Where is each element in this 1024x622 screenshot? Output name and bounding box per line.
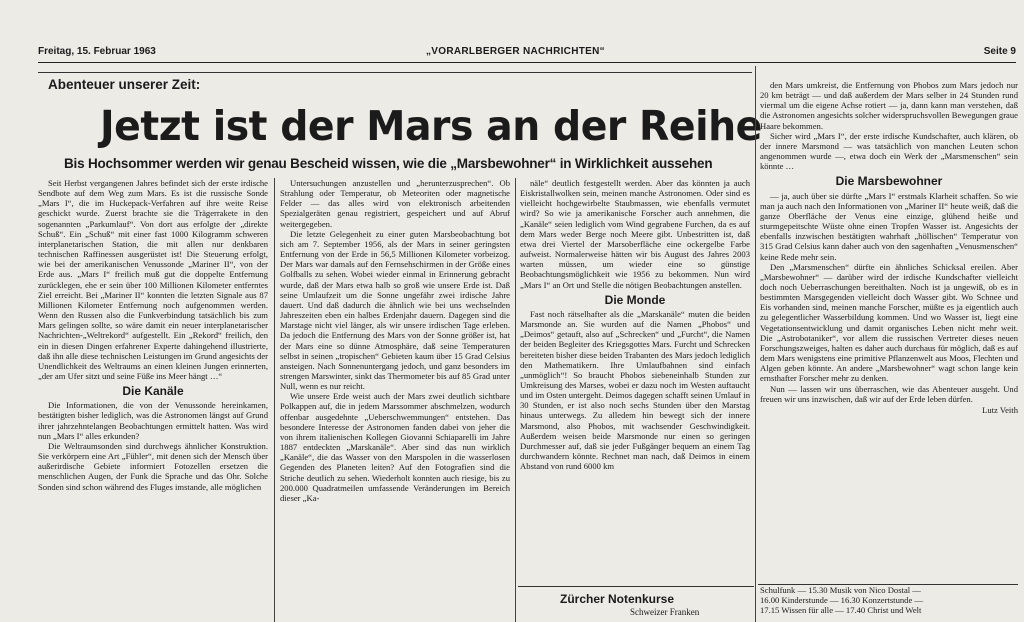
radio-line: Schulfunk — 15.30 Musik von Nico Dostal — <box>760 585 921 595</box>
zurich-rates-subtitle: Schweizer Franken <box>630 607 700 617</box>
article-column-3 <box>520 178 750 588</box>
paragraph: Den „Marsmenschen“ dürfte ein ähnliches Schicksal ereilen. Aber „Marsbewohner“ — darüber wird der irdische Kundschafter vielleicht doch noch Ueberraschungen bereithalten. Noch ist ja ungewiß, ob es in bestimmten Marsgegenden vielleicht doch Wasser gibt. Wo Schnee und Eis vorhanden sind, meinen manche Forscher, müßte es ja eigentlich auch zu gelegentlicher Wasserbildung kommen. Und wo Wasser ist, liegt eine Vegetationsentwicklung und damit organisches Leben nicht mehr weit. Die „Astrobotaniker“, vor allem die russischen Vertreter dieses neuen Forschungszweiges, halten es daher auch durchaus für möglich, daß es auf dem Mars wenigstens eine primitive Pflanzenwelt aus Moos, Flechten und Algen geben könnte. An andere „Marsbewohner“ wagt schon lange kein ernsthafter Forscher mehr zu denken. <box>760 261 1018 384</box>
paragraph: — ja, auch über sie dürfte „Mars I“ erstmals Klarheit schaffen. So wie man ja auch nach den Informationen von „Mariner II“ heute weiß, daß die ganze Oberfläche der Venus eine einzige, glühend heiße und sturmgepeitschte Wüste ohne einen Tropfen Wasser ist. Angesichts der ebenfalls inzwischen bestätigten wahrhaft „höllischen“ Temperatur von 315 Grad Celsius kann daher auch von den sagenhaften „Venusmenschen“ keine Rede mehr sein. <box>760 190 1018 262</box>
radio-listing <box>760 585 1018 622</box>
column-divider <box>274 178 275 622</box>
author-byline: Lutz Veith <box>982 404 1018 415</box>
article-column-4 <box>760 80 1018 590</box>
paragraph: Seit Herbst vergangenen Jahres befindet sich der erste irdische Sendbote auf dem Weg zum Mars. Es ist die russische Sonde „Mars I“, die im Huckepack-Verfahren auf ihre weite Reise geschickt wurde. Zuerst brachte sie die Trägerrakete in den sogenannten „Parkumlauf“. Von dort aus erfolgte der „direkte Schuß“. Ein „Schuß“ mit einer fast 1000 Kilogramm schweren interplanetarischen Station, die mit allen nur denkbaren technischen Raffinessen ausgerüstet ist! Die Steuerung erfolgt, wie bei der amerikanischen Venussonde „Mariner II“, von der Erde aus. „Mars I“ freilich muß gut die doppelte Entfernung zurücklegen, ehe er sein über 100 Millionen Kilometer entferntes Ziel erreicht. Bei „Mariner II“ konnten die letzten Signale aus 87 Millionen Kilometer Entfernung noch aufgenommen werden. Wenn den Russen also die Funkverbindung tatsächlich bis zum Mars gelingen sollte, so wäre damit ein neuer interplanetarischer Nachrichten-„Weltrekord“ aufgestellt. Ein „Rekord“ freilich, den ein in diesen Dingen erfahrener Experte dahingehend illustrierte, daß ihn alle diese technischen Leistungen im Grund angesichts der Unendlichkeit des Weltraums an einen kleinen Jungen erinnerten, „der am Ufer sitzt und seine Füße ins Meer hängt …“ <box>38 178 268 381</box>
issue-date: Freitag, 15. Februar 1963 <box>38 46 156 57</box>
paragraph: Nun — lassen wir uns überraschen, wie das Abenteuer ausgeht. Und freuen wir uns inzwischen, daß wir auf der Erde leben dürfen. <box>760 383 1018 404</box>
section-heading: Die Kanäle <box>122 384 184 399</box>
column-divider <box>515 178 516 622</box>
paragraph: Die letzte Gelegenheit zu einer guten Marsbeobachtung bot sich am 7. September 1956, als der Mars in seiner geringsten Entfernung von der Erde in 56,5 Millionen Kilometer vorbeizog. Der Mars war damals auf den Fernsehschirmen in der Größe eines Golfballs zu sehen. Wobei wieder einmal in Erinnerung gebracht wurde, daß der Mars etwa halb so groß wie unsere Erde ist. Daß seine Umlaufzeit um die Sonne ungefähr zwei irdische Jahre dauert. Und daß dadurch die ähnlich wie bei uns wechselnden Jahreszeiten eben ein halbes Erdenjahr dauern. Dagegen sind die Marstage nicht viel länger, als wir unsere irdischen Tage erleben. Da jedoch die Entfernung des Mars von der Sonne größer ist, hat der Mars eine so dünne Atmosphäre, daß seine Temperaturen selbst in seinen „tropischen“ Gebieten kaum über 15 Grad Celsius ansteigen. Nach Sonnenuntergang jedoch, und ganz besonders im strengen Marswinter, sinkt das Thermometer bis auf 85 Grad unter Null, wenn es nur reicht. <box>280 228 510 392</box>
radio-line: 16.00 Kinderstunde — 16.30 Konzertstunde — <box>760 595 924 606</box>
section-heading: Die Marsbewohner <box>835 174 943 189</box>
paragraph: den Mars umkreist, die Entfernung von Phobos zum Mars jedoch nur 20 km beträgt — und daß außerdem der Mars selber in 24 Stunden rund viermal um die eigene Achse rotiert — ja, dann kann man verstehen, daß die Astronomen angesichts solcher widerspruchsvollen Bewegungen graue Haare bekommen. <box>760 80 1018 131</box>
article-subhead: Bis Hochsommer werden wir genau Bescheid wissen, wie die „Marsbewohner“ in Wirklichkeit aussehen <box>64 156 713 171</box>
column-divider <box>755 66 756 622</box>
article-bottom-rule <box>518 586 754 587</box>
newspaper-name: „VORARLBERGER NACHRICHTEN“ <box>426 46 605 57</box>
article-column-1 <box>38 178 268 622</box>
page-number: Seite 9 <box>983 46 1016 57</box>
radio-line: 17.15 Wissen für alle — 17.40 Christ und Welt <box>760 605 922 616</box>
article-column-2 <box>280 178 510 622</box>
article-kicker: Abenteuer unserer Zeit: <box>48 77 201 92</box>
article-headline: Jetzt ist der Mars an der Reihe <box>100 102 762 150</box>
paragraph: Untersuchungen anzustellen und „herunterzusprechen“. Ob Strahlung oder Temperatur, ob Meteoriten oder magnetische Felder — das alles wird von elektronisch arbeitenden Spezialgeräten genau registriert, gespeichert und auf Abruf weitergegeben. <box>280 178 510 229</box>
paragraph: Fast noch rätselhafter als die „Marskanäle“ muten die beiden Marsmonde an. Sie wurden auf die Namen „Phobos“ und „Deimos“ getauft, also auf „Schrecken“ und „Furcht“, die Namen der beiden Begleiter des Kriegsgottes Mars. Furcht und Schrecken bereiteten bisher diese beiden Trabanten des Mars jedoch lediglich den Mathematikern. Ihre Umlaufbahnen sind einfach „unmöglich“! So braucht Phobos siebeneinhalb Stunden zur Umkreisung des Marses, wobei er dazu noch im Westen auftaucht und im Osten untergeht. Deimos dagegen schafft seinen Umlauf in 30 Stunden, er ist also noch sechs Stunden über den Marstag hinaus unterwegs. Zu alledem hin bewegt sich der innere Marsmond, also Phobos, mit wachsender Geschwindigkeit. Außerdem weisen beide Marsmonde nur einen so geringen Durchmesser auf, daß sie jeder Fußgänger bequem an einem Tag durchwandern könnte. Rechnet man nach, daß Deimos in einem Abstand von rund 6000 km <box>520 308 750 472</box>
section-heading: Die Monde <box>604 292 666 307</box>
article-top-rule <box>38 72 752 73</box>
paragraph: näle“ deutlich festgestellt werden. Aber das könnten ja auch Eiskristallwolken sein, meinen manche Astronomen. Oder sind es vielleicht hochgewirbelte Staubmassen, wie ebenfalls vermutet wird? So wie ja amerikanische Forscher auch annehmen, die „Kanäle“ seien lediglich vom Wind gegrabene Furchen, da es auf dem Mars weder Berge noch Meere gibt. Unbestritten ist, daß etwa drei Viertel der Marsoberfläche eine ockergelbe Farbe aufweist. Normalerweise hätten wir bis August des Jahres 2003 warten müssen, um wieder eine so günstige Beobachtungsmöglichkeit wie 1956 zu bekommen. Nun wird „Mars I“ an Ort und Stelle die nötigen Beobachtungen anstellen. <box>520 178 750 290</box>
masthead <box>38 46 1016 62</box>
zurich-rates-title: Zürcher Notenkurse <box>560 592 675 606</box>
paragraph: Die Weltraumsonden sind durchwegs ähnlicher Konstruktion. Sie verkörpern eine Art „Fühler“, mit denen sich der Mensch über außerirdische Gebiete informiert Fotozellen ersetzen die menschlichen Augen, der Funk die Sprache und das Ohr. Solche Sonden sind schon während des Fluges imstande, alle möglichen <box>38 440 268 492</box>
masthead-rule <box>38 62 1016 63</box>
paragraph: Die Informationen, die von der Venussonde hereinkamen, bestätigten bisher lediglich, was die Astronomen längst auf Grund ihrer jahrzehntelangen Beobachtungen ermittelt hatten. Was wird nun „Mars I“ alles erkunden? <box>38 400 268 441</box>
paragraph: Sicher wird „Mars I“, der erste irdische Kundschafter, auch klären, ob der innere Marsmond — was tatsächlich von manchen Leuten schon angenommen wurde —, etwa doch ein Werk der „Marsmenschen“ sein könnte … <box>760 130 1018 172</box>
paragraph: Wie unsere Erde weist auch der Mars zwei deutlich sichtbare Polkappen auf, die in jedem Marssommer abschmelzen, wodurch offenbar ausgedehnte „Ueberschwemmungen“ entstehen. Das besondere Interesse der Astronomen fanden dabei von jeher die von ihrem italienischen Kollegen Giovanni Schiaparelli im Jahre 1887 entdeckten „Marskanäle“. Aber sind das nun wirklich „Kanäle“, die das Wasser von den Marspolen in die wasserlosen Gegenden des Planeten leiten? Auf den Fotografien sind die Striche deutlich zu sehen. Wiederholt konnten auch riesige, bis zu 200.000 Quadratmeilen umfassende Veränderungen im Bereich dieser „Ka- <box>280 391 510 503</box>
